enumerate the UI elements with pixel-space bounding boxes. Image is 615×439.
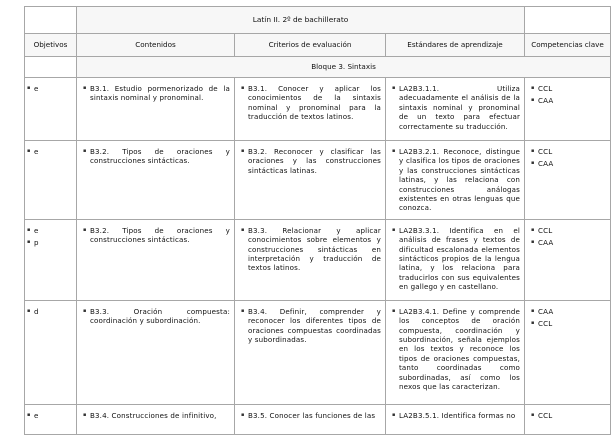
- objetivos-cell: [25, 300, 77, 404]
- criterio-cell: [235, 300, 386, 404]
- criterio-cell-text: B3.1. Conocer y aplicar los conocimientos de la sintaxis nominal y pronominal para la traducción de textos latinos.: [248, 84, 381, 122]
- estandar-cell: [386, 78, 525, 141]
- block-row: [25, 57, 611, 78]
- contenido-cell-text: B3.4. Construcciones de infinitivo,: [90, 410, 217, 420]
- estandar-cell-text: LA2B3.3.1. Identifica en el análisis de frases y textos de dificultad escalonada elementos sintácticos propios de la lengua latina, y los relaciona para traducirlos con sus equivalentes en gallego y en castellano.: [399, 225, 521, 292]
- col-header-competencias: Competencias clave: [525, 34, 611, 57]
- competencias-cell-value: CCL: [538, 225, 553, 235]
- bullet-icon: ▪: [83, 411, 87, 418]
- contenido-cell-text: B3.3. Oración compuesta: coordinación y subordinación.: [90, 306, 230, 326]
- bullet-icon: ▪: [241, 148, 245, 154]
- competencias-cell-value: CAA: [538, 238, 554, 248]
- objetivos-cell-value: d: [34, 306, 39, 316]
- competencias-cell: [525, 141, 611, 220]
- estandar-cell: [386, 219, 525, 300]
- list-item: [531, 84, 552, 93]
- bullet-icon: ▪: [27, 85, 31, 91]
- block-title: Bloque 3. Sintaxis: [77, 57, 611, 78]
- bullet-icon: ▪: [531, 160, 535, 167]
- title-row: [25, 7, 611, 34]
- contenido-cell: [77, 219, 235, 300]
- objetivos-cell: [25, 219, 77, 300]
- competencias-cell: [525, 78, 611, 141]
- bullet-icon: ▪: [27, 148, 31, 154]
- col-header-contenidos: Contenidos: [77, 34, 235, 57]
- list-item: [27, 84, 39, 93]
- bullet-icon: ▪: [531, 85, 535, 91]
- col-header-estandares: Estándares de aprendizaje: [386, 34, 525, 57]
- objetivos-cell-value: e: [34, 84, 39, 93]
- bullet-icon: ▪: [531, 239, 535, 246]
- estandar-cell: [386, 404, 525, 434]
- contenido-cell: [77, 78, 235, 141]
- table-row: [25, 300, 611, 404]
- bullet-icon: ▪: [531, 97, 535, 104]
- estandar-cell: [386, 300, 525, 404]
- contenido-cell-text: B3.1. Estudio pormenorizado de la sintaxis nominal y pronominal.: [90, 84, 230, 103]
- competencias-cell-value: CCL: [538, 84, 553, 93]
- col-header-objetivos: Objetivos: [25, 34, 77, 57]
- competencias-cell-value: CCL: [538, 410, 553, 420]
- bullet-icon: ▪: [531, 148, 535, 154]
- list-item: [27, 307, 39, 316]
- bullet-icon: ▪: [531, 226, 535, 233]
- list-item: [27, 147, 39, 156]
- estandar-cell-text: LA2B3.5.1. Identifica formas no: [399, 410, 516, 420]
- bullet-icon: ▪: [27, 239, 31, 246]
- competencias-cell-value: CCL: [538, 319, 553, 329]
- block-spacer-left: [25, 57, 77, 78]
- bullet-icon: ▪: [241, 85, 245, 91]
- bullet-icon: ▪: [392, 148, 396, 154]
- bullet-icon: ▪: [27, 411, 31, 418]
- estandar-cell: [386, 141, 525, 220]
- table-row: [25, 219, 611, 300]
- objetivos-cell: [25, 141, 77, 220]
- contenido-cell: [77, 404, 235, 434]
- criterio-cell: [235, 404, 386, 434]
- objetivos-cell: [25, 78, 77, 141]
- criterio-cell-text: B3.2. Reconocer y clasificar las oraciones y las construcciones sintácticas latinas.: [248, 147, 381, 175]
- contenido-cell: [77, 141, 235, 220]
- competencias-cell-value: CAA: [538, 159, 554, 169]
- list-item: [531, 159, 553, 168]
- col-header-criterios: Criterios de evaluación: [235, 34, 386, 57]
- objetivos-cell-value: e: [34, 410, 39, 420]
- competencias-cell: [525, 219, 611, 300]
- table-row: [25, 141, 611, 220]
- competencias-cell-value: CAA: [538, 96, 554, 106]
- table-title: Latín II. 2º de bachillerato: [77, 7, 525, 34]
- contenido-cell: [77, 300, 235, 404]
- estandar-cell-text: LA2B3.2.1. Reconoce, distingue y clasifica los tipos de oraciones y las construcciones sintácticas latinas, y las relaciona con construcciones análogas existentes en otras lenguas que conozca.: [399, 147, 521, 213]
- competencias-cell-value: CAA: [538, 306, 554, 316]
- bullet-icon: ▪: [83, 226, 87, 233]
- list-item: [531, 307, 553, 316]
- bullet-icon: ▪: [392, 85, 396, 91]
- bullet-icon: ▪: [27, 226, 31, 233]
- bullet-icon: ▪: [392, 307, 396, 314]
- competencias-cell: [525, 300, 611, 404]
- bullet-icon: ▪: [392, 411, 396, 418]
- criterio-cell-text: B3.5. Conocer las funciones de las: [248, 410, 376, 420]
- bullet-icon: ▪: [531, 320, 535, 327]
- title-spacer-right: [525, 7, 611, 34]
- list-item: [531, 226, 552, 235]
- competencias-cell-value: CCL: [538, 147, 553, 156]
- bullet-icon: ▪: [241, 307, 245, 314]
- title-spacer-left: [25, 7, 77, 34]
- bullet-icon: ▪: [531, 307, 535, 314]
- bullet-icon: ▪: [83, 148, 87, 154]
- bullet-icon: ▪: [27, 307, 31, 314]
- list-item: [531, 411, 552, 420]
- list-item: [531, 96, 553, 105]
- contenido-cell-text: B3.2. Tipos de oraciones y construcciones sintácticas.: [90, 147, 230, 166]
- criterio-cell: [235, 78, 386, 141]
- table-row: [25, 404, 611, 434]
- estandar-cell-text: LA2B3.1.1. Utiliza adecuadamente el análisis de la sintaxis nominal y pronominal de un texto para efectuar correctamente su traducción.: [399, 84, 521, 131]
- objetivos-cell: [25, 404, 77, 434]
- curriculum-table: [24, 6, 611, 435]
- table-row: [25, 78, 611, 141]
- list-item: [27, 238, 39, 247]
- estandar-cell-text: LA2B3.4.1. Define y comprende los conceptos de oración compuesta, coordinación y subordinación, señala ejemplos en los textos y reconoce los tipos de oraciones compuestas, tanto coordinadas como subordinadas, así como los nexos que las caracterizan.: [399, 306, 521, 392]
- objetivos-cell-value: p: [34, 238, 39, 248]
- list-item: [27, 226, 39, 235]
- criterio-cell: [235, 141, 386, 220]
- competencias-cell: [525, 404, 611, 434]
- curriculum-page: [24, 6, 610, 435]
- bullet-icon: ▪: [83, 85, 87, 91]
- list-item: [531, 147, 552, 156]
- bullet-icon: ▪: [392, 226, 396, 233]
- list-item: [27, 411, 39, 420]
- criterio-cell-text: B3.3. Relacionar y aplicar conocimientos sobre elementos y construcciones sintácticas en interpretación y traducción de textos latinos.: [248, 225, 381, 273]
- list-item: [531, 238, 553, 247]
- objetivos-cell-value: e: [34, 225, 39, 235]
- bullet-icon: ▪: [83, 307, 87, 314]
- list-item: [531, 319, 552, 328]
- column-header-row: [25, 34, 611, 57]
- table-body: [25, 78, 611, 435]
- bullet-icon: ▪: [531, 411, 535, 418]
- criterio-cell-text: B3.4. Definir, comprender y reconocer los diferentes tipos de oraciones compuestas coordinadas y subordinadas.: [248, 306, 381, 345]
- criterio-cell: [235, 219, 386, 300]
- contenido-cell-text: B3.2. Tipos de oraciones y construcciones sintácticas.: [90, 225, 230, 245]
- objetivos-cell-value: e: [34, 147, 39, 156]
- bullet-icon: ▪: [241, 226, 245, 233]
- bullet-icon: ▪: [241, 411, 245, 418]
